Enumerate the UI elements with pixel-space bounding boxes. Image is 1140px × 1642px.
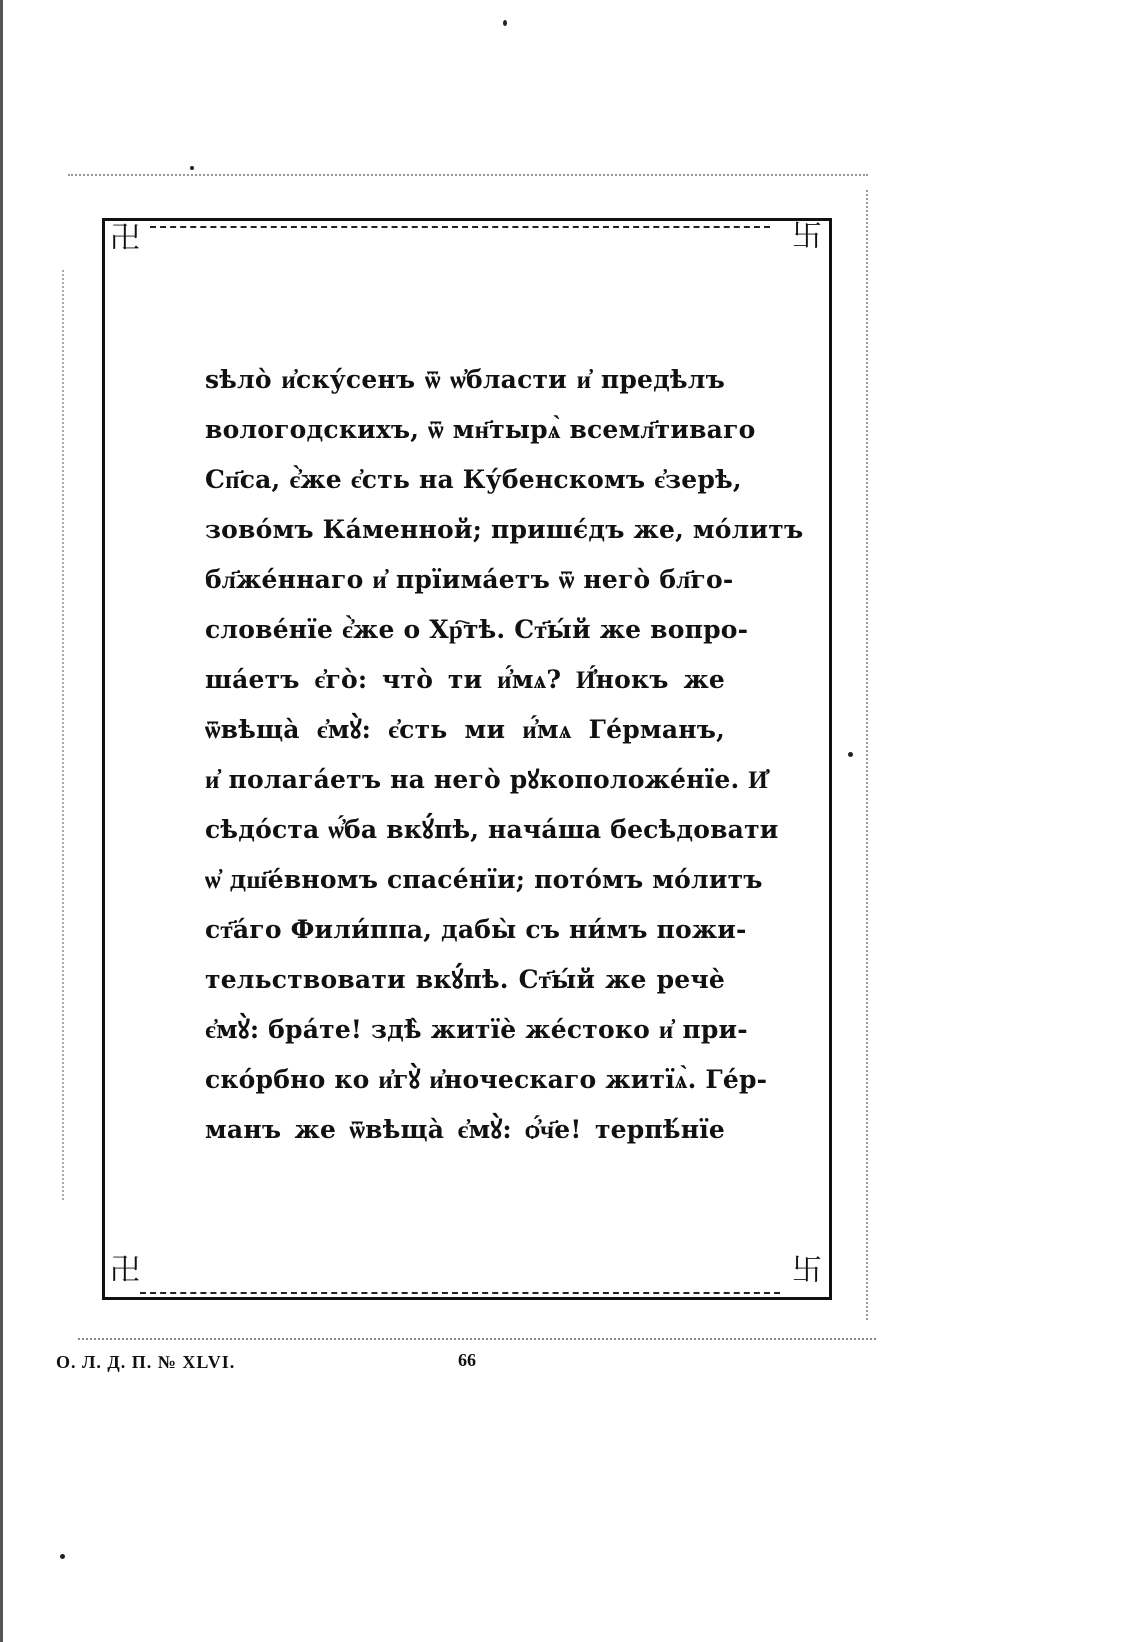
text-line: вологодскихъ, ѿ мн҃тырѧ̀ всемл҃тиваго — [205, 415, 756, 444]
crop-line-top — [68, 174, 868, 176]
corner-ornament-top-left: 卍 — [110, 221, 140, 256]
ink-speck — [60, 1554, 65, 1559]
text-line: зово́мъ Ка́менной; пришє́дъ же, мо́литъ — [205, 515, 804, 544]
text-line: є҆мꙋ̀: бра́те! здѣ̀ житїѐ же́стоко и҆ при- — [205, 1015, 748, 1044]
text-line: слове́нїе є҆̀же о Хр҇тѣ. Ст҃ы́й же вопро- — [205, 615, 749, 644]
text-line: ѡ҆ дш҃е́вномъ спасе́нїи; пото́мъ мо́литъ — [205, 865, 763, 894]
corner-ornament-top-right: 卐 — [792, 219, 822, 254]
page-edge — [0, 0, 10, 1642]
text-line: Сп҃са, є҆̀же є҆сть на Ку́бенскомъ є҆зерѣ, — [205, 465, 742, 494]
corner-ornament-bottom-left: 卍 — [110, 1253, 140, 1288]
crop-line-bottom — [78, 1338, 876, 1340]
text-line: ско́рбно ко и҆гꙋ̀ и҆ноческаго житїѧ̀. Ге́р- — [205, 1065, 768, 1094]
ink-speck — [190, 166, 194, 170]
printer-signature: О. Л. Д. П. № XLVI. — [56, 1352, 236, 1372]
crop-line-left — [62, 270, 64, 1200]
crop-line-right — [866, 190, 868, 1320]
corner-ornament-bottom-right: 卐 — [792, 1253, 822, 1288]
frame-rule-bottom — [140, 1292, 780, 1294]
text-line: ѕѣло̀ и҆ску́сенъ ѿ ѡ҆бласти и҆ предѣлъ — [205, 365, 725, 394]
text-line: сѣдо́ста ѡ҆́ба вкꙋ́пѣ, нача́ша бесѣдовати — [205, 815, 779, 844]
text-line: манъ же ѿвѣща̀ є҆мꙋ̀: ѻ҆́ч҃е! терпѣ́нїе — [205, 1115, 725, 1144]
ink-speck — [503, 20, 507, 26]
body-text — [205, 355, 804, 1155]
text-line: ѿвѣща̀ є҆мꙋ̀: є҆сть ми и҆́мѧ Ге́рманъ, — [205, 715, 725, 744]
text-line: ст҃а́го Фили́ппа, дабы̀ съ ни́мъ пожи- — [205, 915, 747, 944]
text-line: тельствовати вкꙋ́пѣ. Ст҃ы́й же речѐ — [205, 965, 725, 994]
text-line: бл҃же́ннаго и҆ прїима́етъ ѿ него̀ бл҃го- — [205, 565, 734, 594]
frame-rule-top — [150, 226, 770, 228]
text-line: ша́етъ є҆го̀: что̀ ти и҆́мѧ? И҆́нокъ же — [205, 665, 725, 694]
text-line: и҆ полага́етъ на него̀ рꙋкоположе́нїе. И҆ — [205, 765, 768, 794]
page-number: 66 — [458, 1350, 476, 1370]
ink-speck — [848, 752, 853, 757]
